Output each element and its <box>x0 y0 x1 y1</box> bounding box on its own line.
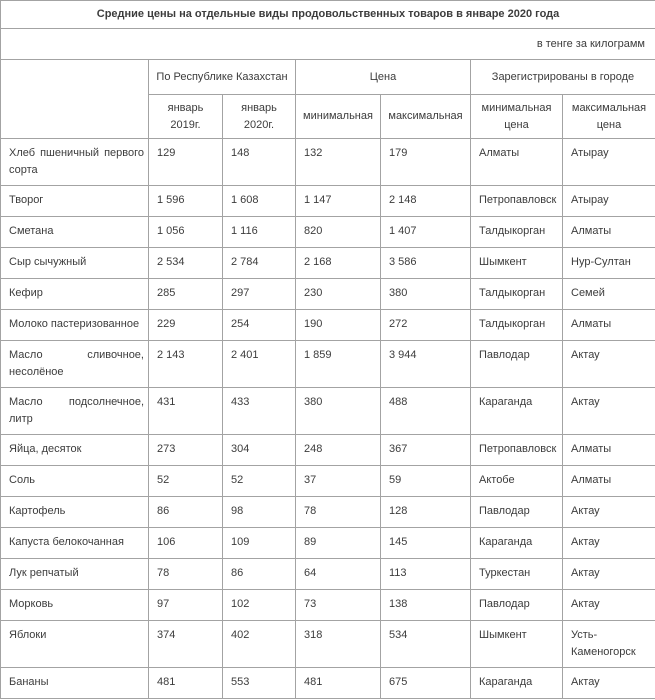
table-row <box>1 528 655 559</box>
price-jan2020-cell: 102 <box>223 590 296 621</box>
price-jan2019-cell: 229 <box>149 310 223 341</box>
price-jan2020-cell: 1 116 <box>223 217 296 248</box>
product-cell: Лук репчатый <box>1 559 149 590</box>
price-jan2019-cell: 1 596 <box>149 186 223 217</box>
max-price-cell: 3 586 <box>381 248 471 279</box>
min-price-cell: 481 <box>296 668 381 699</box>
subheader-max-price: максимальная <box>381 95 471 139</box>
max-city-cell: Актау <box>563 559 655 590</box>
min-price-cell: 1 147 <box>296 186 381 217</box>
product-cell: Морковь <box>1 590 149 621</box>
max-price-cell: 367 <box>381 435 471 466</box>
max-city-cell: Актау <box>563 590 655 621</box>
price-jan2020-cell: 553 <box>223 668 296 699</box>
price-jan2019-cell: 52 <box>149 466 223 497</box>
max-price-cell: 138 <box>381 590 471 621</box>
min-city-cell: Караганда <box>471 668 563 699</box>
min-price-cell: 78 <box>296 497 381 528</box>
price-jan2019-cell: 1 056 <box>149 217 223 248</box>
table-row <box>1 497 655 528</box>
max-city-cell: Атырау <box>563 139 655 186</box>
price-jan2019-cell: 273 <box>149 435 223 466</box>
max-price-cell: 534 <box>381 621 471 668</box>
table-row <box>1 559 655 590</box>
price-jan2020-cell: 1 608 <box>223 186 296 217</box>
price-jan2020-cell: 2 784 <box>223 248 296 279</box>
max-city-cell: Актау <box>563 668 655 699</box>
max-price-cell: 380 <box>381 279 471 310</box>
max-price-cell: 272 <box>381 310 471 341</box>
subheader-min-price-city: минимальная цена <box>471 95 563 139</box>
subheader-min-price: минимальная <box>296 95 381 139</box>
product-cell: Бананы <box>1 668 149 699</box>
min-price-cell: 248 <box>296 435 381 466</box>
product-cell: Сметана <box>1 217 149 248</box>
price-jan2019-cell: 86 <box>149 497 223 528</box>
subheader-january-2020: январь 2020г. <box>223 95 296 139</box>
max-city-cell: Семей <box>563 279 655 310</box>
price-jan2020-cell: 402 <box>223 621 296 668</box>
table-row <box>1 590 655 621</box>
title-row <box>1 1 655 29</box>
product-cell: Хлеб пшеничный первого сорта <box>1 139 149 186</box>
min-price-cell: 37 <box>296 466 381 497</box>
max-price-cell: 113 <box>381 559 471 590</box>
table-row <box>1 668 655 699</box>
min-city-cell: Шымкент <box>471 621 563 668</box>
max-city-cell: Актау <box>563 341 655 388</box>
min-city-cell: Талдыкорган <box>471 279 563 310</box>
table-row <box>1 279 655 310</box>
product-cell: Молоко пастеризованное <box>1 310 149 341</box>
min-price-cell: 230 <box>296 279 381 310</box>
max-city-cell: Актау <box>563 388 655 435</box>
min-price-cell: 1 859 <box>296 341 381 388</box>
table-row <box>1 435 655 466</box>
max-city-cell: Актау <box>563 497 655 528</box>
min-price-cell: 132 <box>296 139 381 186</box>
product-cell: Яблоки <box>1 621 149 668</box>
max-city-cell: Актау <box>563 528 655 559</box>
price-jan2019-cell: 78 <box>149 559 223 590</box>
price-jan2019-cell: 97 <box>149 590 223 621</box>
price-jan2020-cell: 304 <box>223 435 296 466</box>
min-city-cell: Караганда <box>471 528 563 559</box>
max-city-cell: Алматы <box>563 435 655 466</box>
price-jan2020-cell: 297 <box>223 279 296 310</box>
max-city-cell: Алматы <box>563 466 655 497</box>
group-header-kazakhstan: По Республике Казахстан <box>149 60 296 95</box>
group-header-row <box>1 60 655 95</box>
unit-note: в тенге за килограмм <box>1 29 655 60</box>
min-city-cell: Шымкент <box>471 248 563 279</box>
product-cell: Кефир <box>1 279 149 310</box>
min-price-cell: 2 168 <box>296 248 381 279</box>
price-jan2019-cell: 2 534 <box>149 248 223 279</box>
table-row <box>1 217 655 248</box>
price-jan2020-cell: 2 401 <box>223 341 296 388</box>
max-city-cell: Алматы <box>563 310 655 341</box>
min-city-cell: Талдыкорган <box>471 310 563 341</box>
subheader-max-price-city: максимальная цена <box>563 95 655 139</box>
max-price-cell: 488 <box>381 388 471 435</box>
table-row <box>1 621 655 668</box>
max-city-cell: Алматы <box>563 217 655 248</box>
price-jan2019-cell: 129 <box>149 139 223 186</box>
min-price-cell: 318 <box>296 621 381 668</box>
product-cell: Сыр сычужный <box>1 248 149 279</box>
min-price-cell: 190 <box>296 310 381 341</box>
min-city-cell: Павлодар <box>471 497 563 528</box>
min-price-cell: 73 <box>296 590 381 621</box>
price-jan2020-cell: 433 <box>223 388 296 435</box>
product-cell: Творог <box>1 186 149 217</box>
price-jan2019-cell: 285 <box>149 279 223 310</box>
price-jan2019-cell: 2 143 <box>149 341 223 388</box>
max-price-cell: 145 <box>381 528 471 559</box>
min-city-cell: Павлодар <box>471 590 563 621</box>
max-price-cell: 675 <box>381 668 471 699</box>
price-jan2020-cell: 98 <box>223 497 296 528</box>
min-price-cell: 380 <box>296 388 381 435</box>
min-city-cell: Петропавловск <box>471 186 563 217</box>
max-price-cell: 179 <box>381 139 471 186</box>
min-price-cell: 64 <box>296 559 381 590</box>
table-row <box>1 310 655 341</box>
table-body <box>1 139 655 699</box>
product-cell: Яйца, десяток <box>1 435 149 466</box>
product-cell: Масло подсолнечное, литр <box>1 388 149 435</box>
max-price-cell: 128 <box>381 497 471 528</box>
max-price-cell: 59 <box>381 466 471 497</box>
min-price-cell: 820 <box>296 217 381 248</box>
product-cell: Масло сливочное, несолёное <box>1 341 149 388</box>
product-cell: Капуста белокочанная <box>1 528 149 559</box>
price-jan2020-cell: 148 <box>223 139 296 186</box>
max-price-cell: 2 148 <box>381 186 471 217</box>
unit-row <box>1 29 655 60</box>
max-city-cell: Атырау <box>563 186 655 217</box>
min-price-cell: 89 <box>296 528 381 559</box>
price-jan2020-cell: 52 <box>223 466 296 497</box>
min-city-cell: Алматы <box>471 139 563 186</box>
min-city-cell: Туркестан <box>471 559 563 590</box>
table-row <box>1 248 655 279</box>
max-city-cell: Нур-Султан <box>563 248 655 279</box>
table-row <box>1 388 655 435</box>
min-city-cell: Павлодар <box>471 341 563 388</box>
min-city-cell: Актобе <box>471 466 563 497</box>
group-header-registered-city: Зарегистрированы в городе <box>471 60 655 95</box>
min-city-cell: Петропавловск <box>471 435 563 466</box>
product-cell: Картофель <box>1 497 149 528</box>
min-city-cell: Караганда <box>471 388 563 435</box>
max-city-cell: Усть-Каменогорск <box>563 621 655 668</box>
price-jan2019-cell: 374 <box>149 621 223 668</box>
subheader-january-2019: январь 2019г. <box>149 95 223 139</box>
table-row <box>1 186 655 217</box>
table-row <box>1 466 655 497</box>
table-row <box>1 341 655 388</box>
price-jan2019-cell: 481 <box>149 668 223 699</box>
corner-cell <box>1 60 149 139</box>
table-title: Средние цены на отдельные виды продовольственных товаров в январе 2020 года <box>1 1 655 29</box>
min-city-cell: Талдыкорган <box>471 217 563 248</box>
group-header-price: Цена <box>296 60 471 95</box>
price-jan2020-cell: 86 <box>223 559 296 590</box>
price-jan2020-cell: 109 <box>223 528 296 559</box>
max-price-cell: 1 407 <box>381 217 471 248</box>
price-jan2019-cell: 431 <box>149 388 223 435</box>
price-jan2019-cell: 106 <box>149 528 223 559</box>
table-header <box>1 1 655 139</box>
product-cell: Соль <box>1 466 149 497</box>
max-price-cell: 3 944 <box>381 341 471 388</box>
price-jan2020-cell: 254 <box>223 310 296 341</box>
table-row <box>1 139 655 186</box>
